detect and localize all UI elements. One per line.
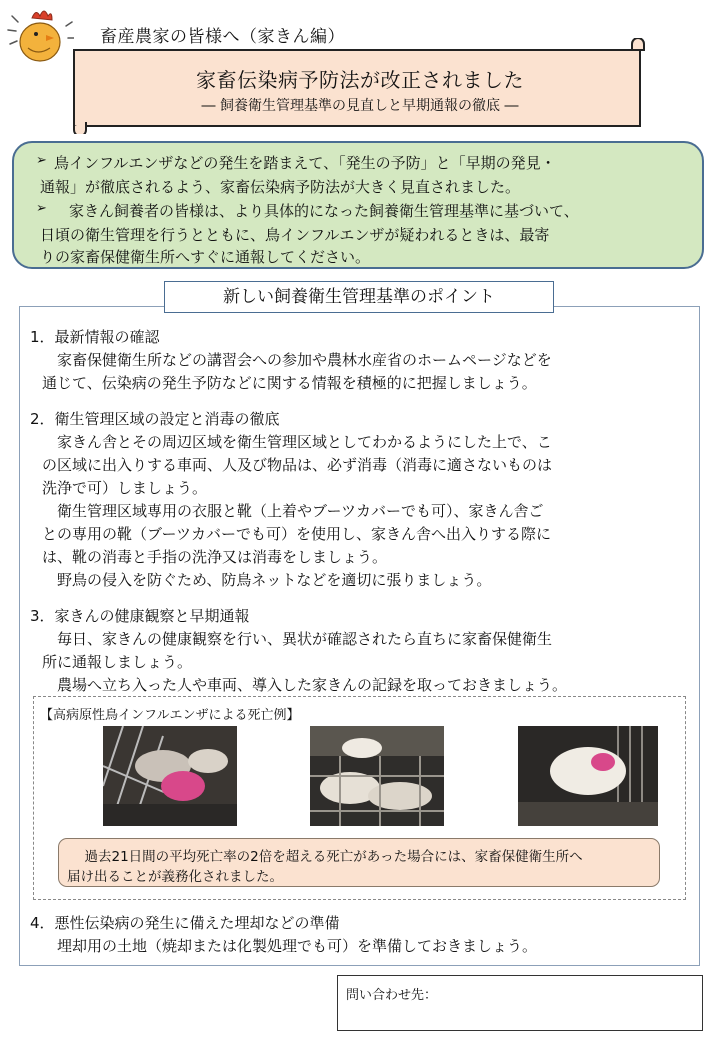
body-line: 家畜保健衛生所などの講習会への参加や農林水産省のホームページなどを	[42, 351, 552, 369]
section-heading: 2．衛生管理区域の設定と消毒の徹底	[30, 410, 280, 428]
summary-line: 通報」が徹底されるよう、家畜伝染病予防法が大きく見直されました。	[40, 178, 521, 196]
body-line: 野鳥の侵入を防ぐため、防鳥ネットなどを適切に張りましょう。	[42, 571, 492, 589]
notice-line: 届け出ることが義務化されました。	[67, 869, 283, 885]
summary-line: りの家畜保健衛生所へすぐに通報してください。	[40, 248, 371, 266]
body-line: は、靴の消毒と手指の洗浄又は消毒をしましょう。	[42, 548, 388, 566]
notice-line: 過去21日間の平均死亡率の2倍を超える死亡があった場合には、家畜保健衛生所へ	[71, 849, 583, 865]
photo-caption: 【高病原性鳥インフルエンザによる死亡例】	[40, 708, 300, 723]
body-line: の区域に出入りする車両、人及び物品は、必ず消毒（消毒に適さないものは	[42, 456, 553, 474]
summary-line: 家きん飼養者の皆様は、より具体的になった飼養衛生管理基準に基づいて、	[54, 202, 579, 220]
page-subtitle: ― 飼養衛生管理基準の見直しと早期通報の徹底 ―	[201, 98, 519, 114]
body-line: 農場へ立ち入った人や車両、導入した家きんの記録を取っておきましょう。	[42, 676, 568, 694]
body-line: との専用の靴（ブーツカバーでも可）を使用し、家きん舎へ出入りする際に	[42, 525, 551, 543]
contact-label: 問い合わせ先：	[346, 988, 438, 1003]
dead-bird-photo-1	[103, 726, 237, 826]
body-line: 通じて、伝染病の発生予防などに関する情報を積極的に把握しましょう。	[42, 374, 537, 392]
section-heading: 1．最新情報の確認	[30, 328, 160, 346]
audience-label: 畜産農家の皆様へ（家きん編）	[100, 27, 345, 47]
body-line: 衛生管理区域専用の衣服と靴（上着やブーツカバーでも可）、家きん舎ご	[42, 502, 544, 520]
summary-line: 鳥インフルエンザなどの発生を踏まえて、「発生の予防」と「早期の発見・	[54, 154, 556, 172]
section-heading: 4．悪性伝染病の発生に備えた埋却などの準備	[30, 914, 340, 932]
body-line: 毎日、家きんの健康観察を行い、異状が確認されたら直ちに家畜保健衛生	[42, 630, 553, 648]
chicken-mascot-icon	[6, 4, 74, 66]
bullet-arrow-icon: ➢	[36, 201, 47, 216]
body-line: 所に通報しましょう。	[42, 653, 193, 671]
dead-bird-photo-2	[310, 726, 444, 826]
page-title: 家畜伝染病予防法が改正されました	[196, 68, 524, 92]
summary-box	[12, 141, 704, 269]
body-line: 埋却用の土地（焼却または化製処理でも可）を準備しておきましょう。	[42, 937, 538, 955]
notice-box	[58, 838, 660, 887]
body-line: 家きん舎とその周辺区域を衛生管理区域としてわかるようにした上で、こ	[42, 433, 552, 451]
dead-bird-photo-3	[518, 726, 658, 826]
summary-line: 日頃の衛生管理を行うとともに、鳥インフルエンザが疑われるときは、最寄	[40, 226, 550, 244]
points-panel-title: 新しい飼養衛生管理基準のポイント	[164, 281, 554, 313]
section-heading: 3．家きんの健康観察と早期通報	[30, 607, 250, 625]
body-line: 洗浄で可）しましょう。	[42, 479, 208, 497]
bullet-arrow-icon: ➢	[36, 153, 47, 168]
